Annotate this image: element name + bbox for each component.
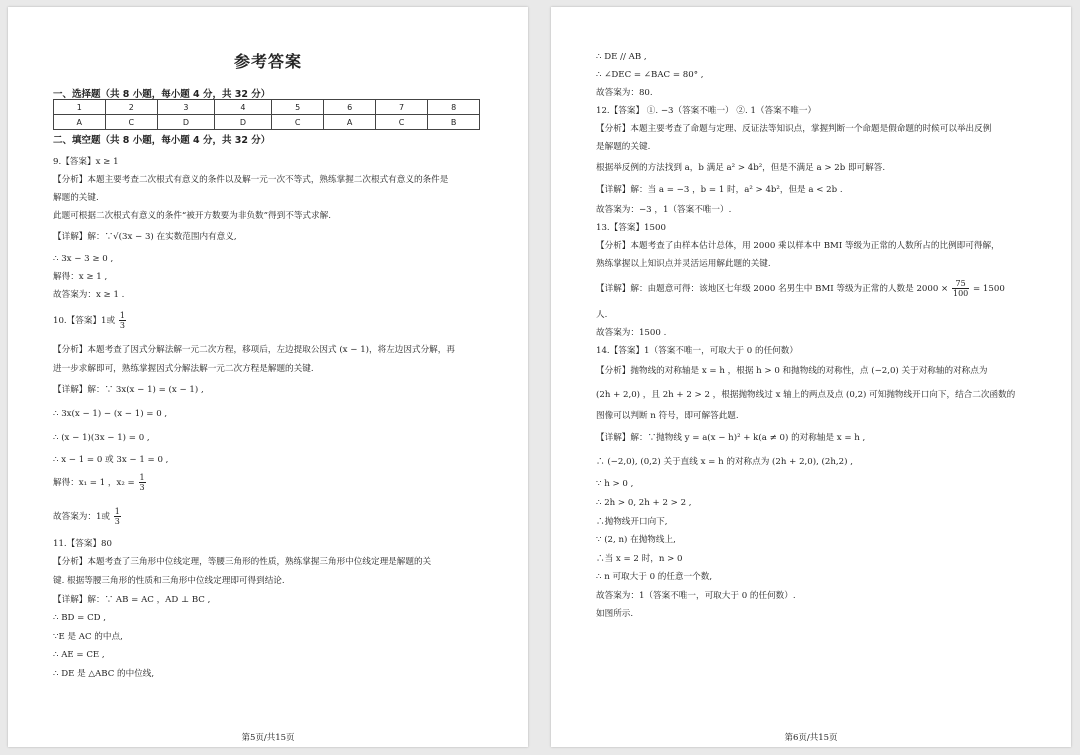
table-cell: D [214, 115, 271, 130]
text-line: 14.【答案】1（答案不唯一，可取大于 0 的任何数） [596, 346, 798, 356]
text-line: 解得：x ≥ 1 , [53, 272, 108, 282]
text-line: 12.【答案】 ①. −3（答案不唯一） ②. 1（答案不唯一） [596, 106, 817, 116]
text-line: 进一步求解即可，熟练掌握因式分解法解一元二次方程是解题的关键. [53, 364, 314, 374]
text-line: ∴ (−2,0), (0,2) 关于直线 x = h 的对称点为 (2h + 2,0), (2h,2) , [596, 457, 853, 467]
text-line: 【详解】解：∵√(3x − 3) 在实数范围内有意义, [53, 232, 237, 242]
answer-line-10 [53, 311, 127, 330]
table-cell: 2 [105, 100, 157, 115]
text-line: ∴ DE // AB , [596, 52, 647, 62]
text-line: 【详解】解：∵抛物线 y = a(x − h)² + k(a ≠ 0) 的对称轴是 x = h , [596, 433, 866, 443]
text-line: 故答案为：−3 ，1（答案不唯一）. [596, 205, 732, 215]
text-line: 13.【答案】1500 [596, 223, 666, 233]
text-line: 【详解】解：∵ 3x(x − 1) = (x − 1) , [53, 385, 204, 395]
text-line: 11.【答案】80 [53, 539, 112, 549]
text-line: 故答案为：x ≥ 1 . [53, 290, 125, 300]
table-cell: 6 [324, 100, 376, 115]
text-line: (2h + 2,0) ，且 2h + 2 > 2 ，根据抛物线过 x 轴上的两点及点 (0,2) 可知抛物线开口向下，结合二次函数的 [596, 390, 1016, 400]
table-cell: D [157, 115, 214, 130]
text-line: 【分析】本题考查了因式分解法解一元二次方程，移项后，左边提取公因式 (x − 1)，将左边因式分解，再 [53, 345, 455, 355]
numerator: 1 [119, 311, 125, 320]
text-line: ∴ n 可取大于 0 的任意一个数, [596, 572, 713, 582]
numerator: 75 [952, 279, 969, 289]
fraction [139, 473, 146, 492]
text-line: ∴ 3x − 3 ≥ 0 , [53, 254, 114, 264]
text-line: 键. 根据等腰三角形的性质和三角形中位线定理即可得到结论. [53, 576, 285, 586]
text-line: 9.【答案】x ≥ 1 [53, 157, 119, 167]
section-heading-choice: 一、选择题（共 8 小题，每小题 4 分，共 32 分） [53, 89, 271, 100]
text-line: ∴当 x = 2 时，n > 0 [596, 554, 683, 564]
text-line: 根据举反例的方法找到 a，b 满足 a² > 4b²，但是不满足 a > 2b 即可解答. [596, 163, 886, 173]
solution-line [596, 279, 1005, 298]
table-cell: 5 [271, 100, 323, 115]
numerator: 1 [139, 473, 145, 482]
text-line: 如图所示. [596, 609, 634, 619]
denominator: 100 [952, 289, 969, 298]
text-line: ∴ x − 1 = 0 或 3x − 1 = 0 , [53, 455, 169, 465]
text-fragment: 【详解】解：由题意可得：该地区七年级 2000 名男生中 BMI 等级为正常的人数是 2000 × [596, 284, 949, 294]
page-title: 参考答案 [233, 52, 302, 71]
document-page-right [551, 7, 1071, 747]
table-answer-row [54, 115, 480, 130]
text-line: 【分析】本题主要考查二次根式有意义的条件以及解一元一次不等式，熟练掌握二次根式有意义的条件是 [53, 175, 449, 185]
text-line: 【详解】解：当 a = −3 ，b = 1 时，a² > 4b²，但是 a < 2b . [596, 185, 843, 195]
text-line: 【分析】本题考查了三角形中位线定理，等腰三角形的性质，熟练掌握三角形中位线定理是解题的关 [53, 557, 432, 567]
text-line: ∵ (2, n) 在抛物线上, [596, 535, 676, 545]
text-line: 故答案为：1500 . [596, 328, 667, 338]
table-cell: 7 [375, 100, 427, 115]
text-line: 是解题的关键. [596, 142, 651, 152]
text-line: ∴ ∠DEC = ∠BAC = 80° , [596, 70, 704, 80]
text-line: ∴ 3x(x − 1) − (x − 1) = 0 , [53, 409, 168, 419]
text-line: ∵E 是 AC 的中点, [53, 632, 123, 642]
text-line: ∵ h > 0 , [596, 479, 634, 489]
text-line: 此题可根据二次根式有意义的条件“被开方数要为非负数”得到不等式求解. [53, 211, 331, 221]
denominator: 3 [114, 517, 120, 526]
text-line: 熟练掌握以上知识点并灵活运用解此题的关键. [596, 259, 771, 269]
text-line: ∴ DE 是 △ABC 的中位线, [53, 669, 155, 679]
section-heading-fill: 二、填空题（共 8 小题，每小题 4 分，共 32 分） [53, 135, 271, 146]
table-cell: 3 [157, 100, 214, 115]
table-cell: A [324, 115, 376, 130]
table-cell: 4 [214, 100, 271, 115]
text-fragment: 故答案为：1或 [53, 512, 111, 522]
text-line: 【分析】本题主要考查了命题与定理、反证法等知识点，掌握判断一个命题是假命题的时候可以举出反例 [596, 124, 992, 134]
text-line: 【分析】本题考查了由样本估计总体，用 2000 乘以样本中 BMI 等级为正常的人数所占的比例即可得解， [596, 241, 1000, 251]
text-line: ∴ BD = CD , [53, 613, 106, 623]
table-cell: A [54, 115, 106, 130]
text-line: ∴ (x − 1)(3x − 1) = 0 , [53, 433, 150, 443]
text-fragment: = 1500 [973, 284, 1005, 294]
table-cell: C [105, 115, 157, 130]
denominator: 3 [139, 483, 145, 492]
text-fragment: 10.【答案】1或 [53, 316, 116, 326]
table-cell: B [428, 115, 480, 130]
table-cell: C [375, 115, 427, 130]
page-number-footer: 第6页/共15页 [784, 733, 838, 743]
table-header-row [54, 100, 480, 115]
document-page-left [8, 7, 528, 747]
denominator: 3 [119, 321, 125, 330]
answer-table [53, 99, 480, 130]
numerator: 1 [114, 507, 120, 516]
table-cell: C [271, 115, 323, 130]
text-fragment: 解得：x₁ = 1 ，x₂ = [53, 478, 135, 488]
table-cell: 8 [428, 100, 480, 115]
text-line: 故答案为：80. [596, 88, 653, 98]
table-cell: 1 [54, 100, 106, 115]
text-line: 人. [596, 310, 608, 320]
fraction [114, 507, 121, 526]
answer-line [53, 507, 122, 526]
text-line: 故答案为：1（答案不唯一，可取大于 0 的任何数）. [596, 591, 796, 601]
fraction [119, 311, 126, 330]
text-line: ∴ 2h > 0, 2h + 2 > 2 , [596, 498, 692, 508]
text-line: ∴抛物线开口向下, [596, 517, 668, 527]
text-line: 【详解】解：∵ AB = AC ，AD ⊥ BC , [53, 595, 211, 605]
fraction [952, 279, 969, 298]
text-line: 图像可以判断 n 符号，即可解答此题. [596, 411, 739, 421]
text-line: 【分析】抛物线的对称轴是 x = h ，根据 h > 0 和抛物线的对称性，点 (−2,0) 关于对称轴的对称点为 [596, 366, 988, 376]
text-line: ∴ AE = CE , [53, 650, 105, 660]
solution-line [53, 473, 147, 492]
page-number-footer: 第5页/共15页 [241, 733, 295, 743]
text-line: 解题的关键. [53, 193, 99, 203]
